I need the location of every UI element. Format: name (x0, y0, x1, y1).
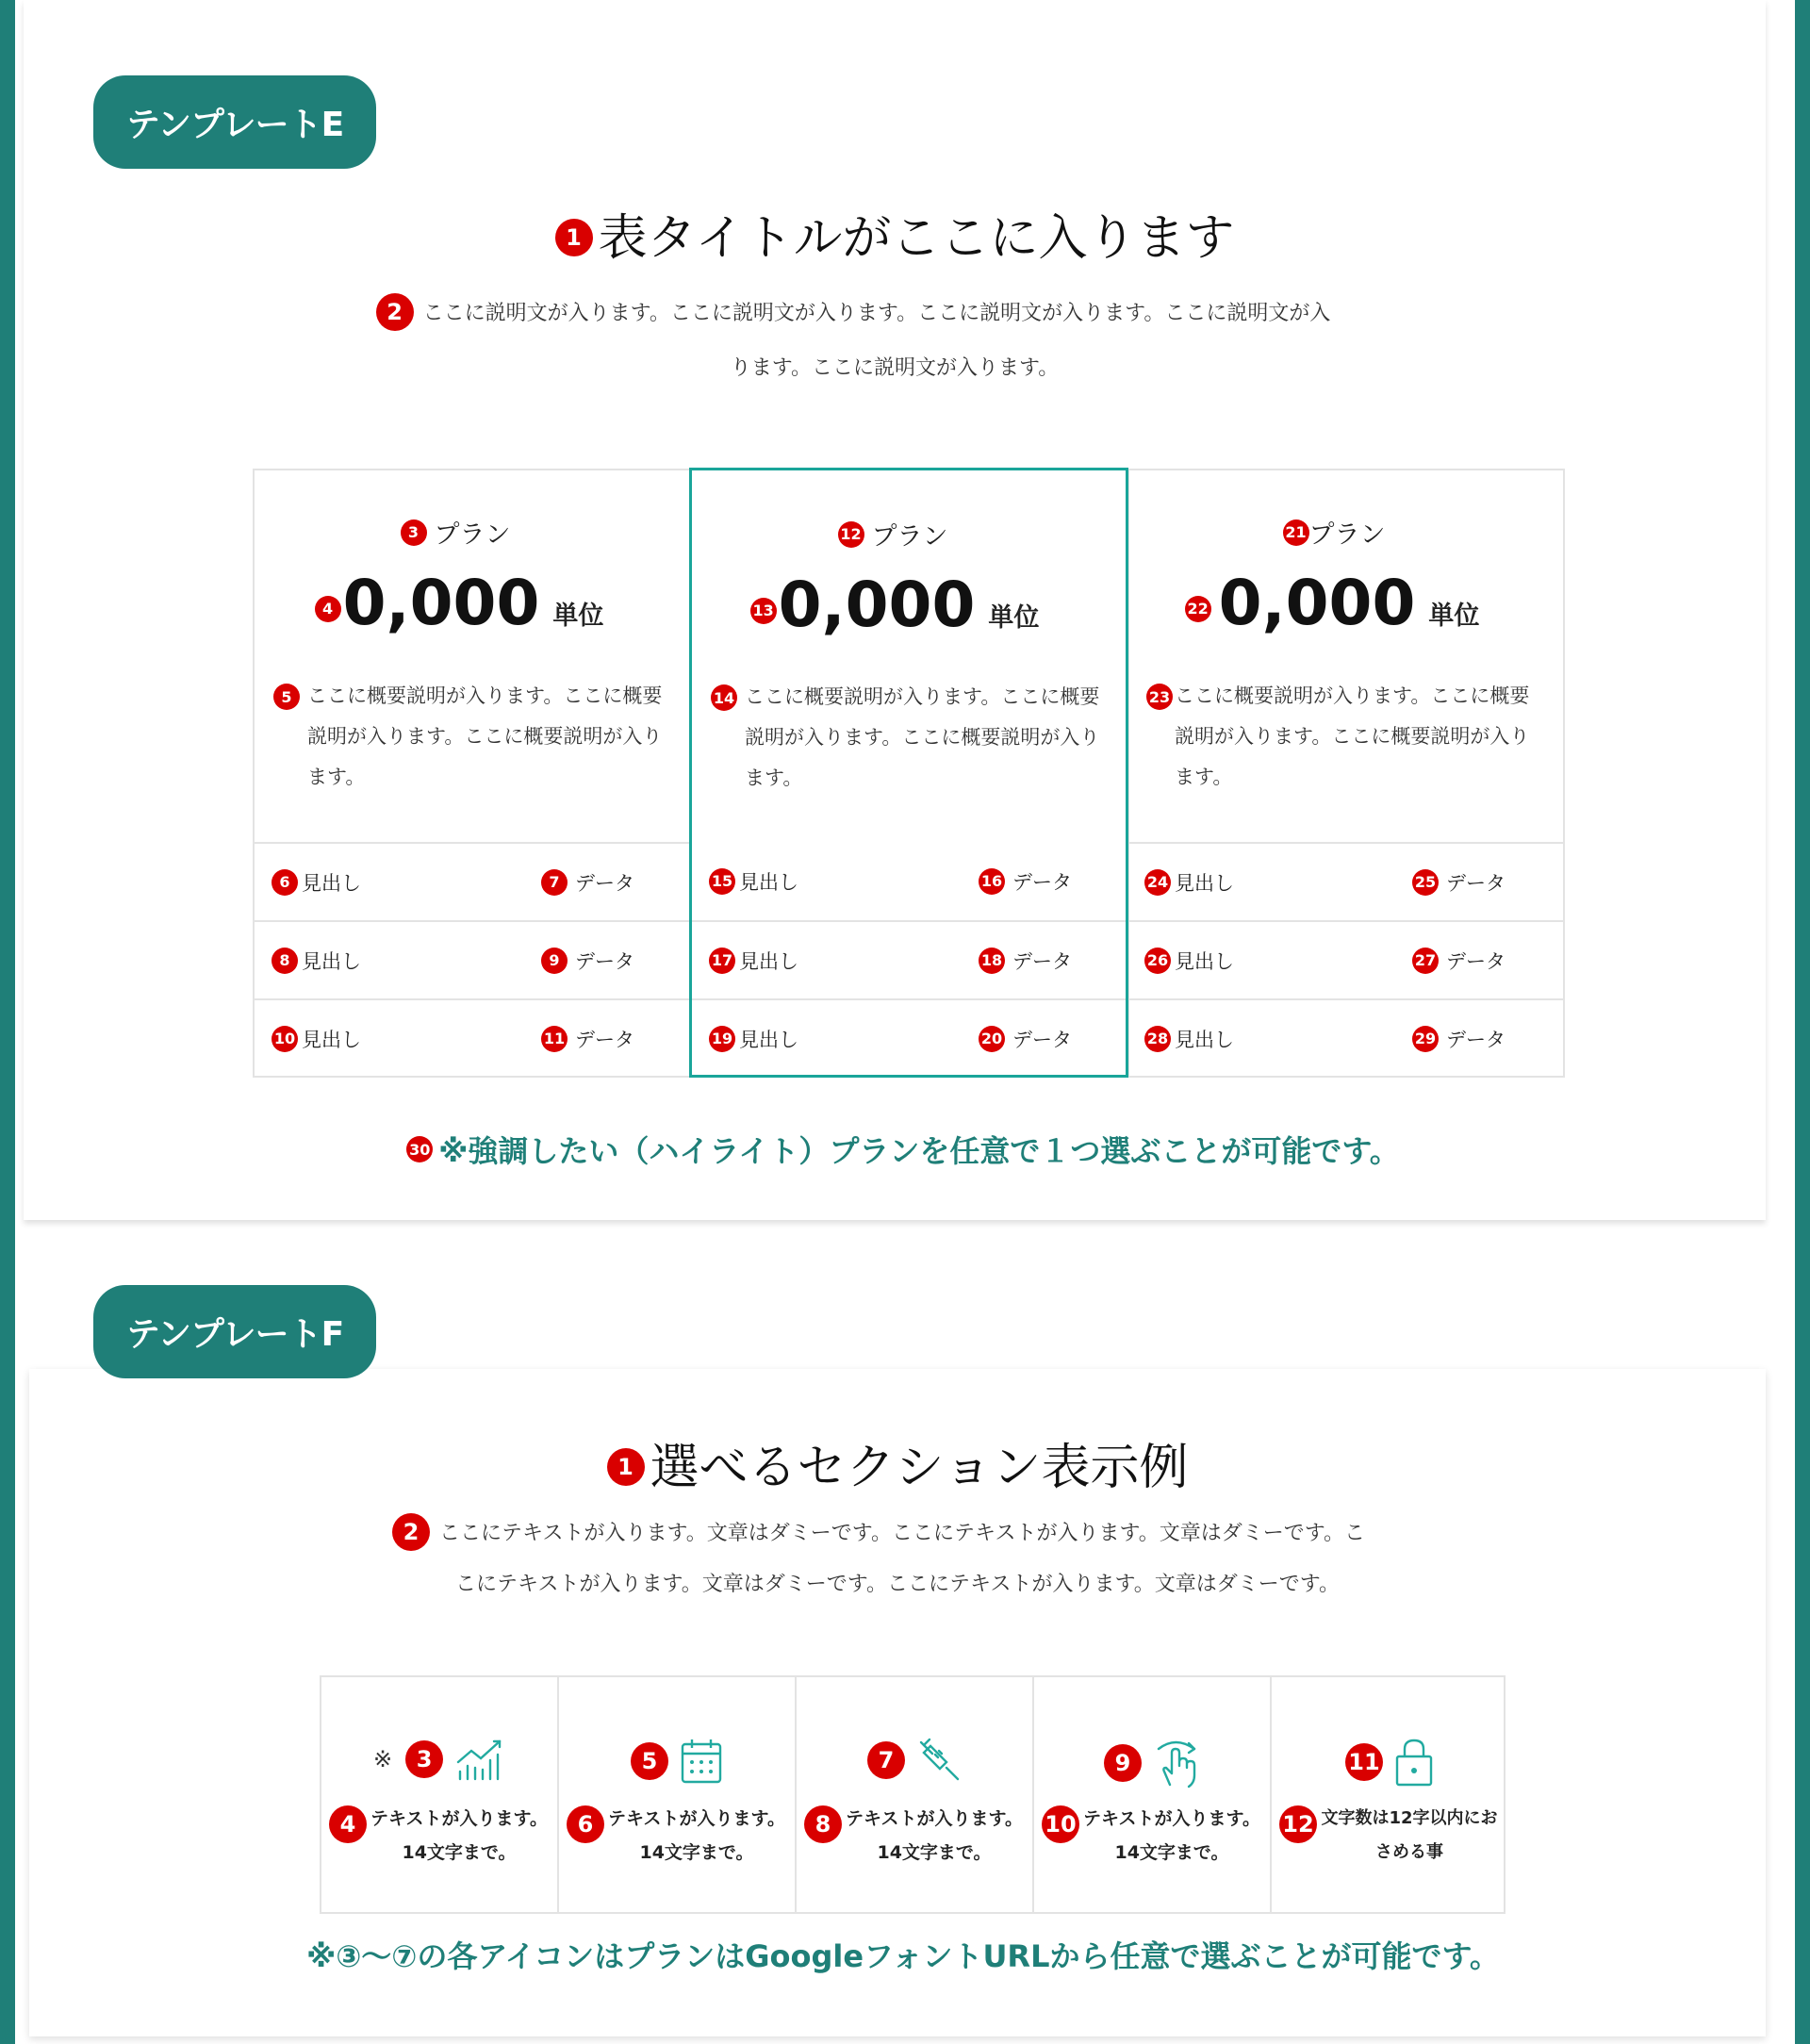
template-e-title (24, 198, 1766, 269)
badge-number: 19 (709, 1026, 735, 1052)
description-line-2: こにテキストが入ります。文章はダミーです。ここにテキストが入ります。文章はダミーです。 (454, 1573, 1341, 1596)
plan-column-3 (1129, 470, 1565, 1076)
plan-price (241, 567, 677, 639)
description-line-1 (0, 287, 1724, 341)
row-data-text: データ (575, 871, 634, 895)
plan-summary (1146, 676, 1542, 798)
badge-number: 29 (1412, 1026, 1439, 1052)
badge-number: 5 (273, 684, 300, 710)
badge-number: 3 (401, 519, 427, 546)
row-heading-text: 見出し (1175, 1028, 1234, 1051)
description-line-2: ります。ここに説明文が入ります。 (730, 356, 1060, 380)
row-data (541, 947, 634, 975)
plan-column-1 (255, 470, 690, 1076)
feature-text (329, 1802, 551, 1870)
badge-number: 15 (709, 868, 735, 895)
row-heading-text: 見出し (302, 1028, 361, 1051)
swipe-hand-icon (1153, 1738, 1200, 1788)
feature-icon-row (1272, 1738, 1507, 1787)
feature-item-5 (1272, 1677, 1507, 1912)
template-e-tab: テンプレートE (93, 75, 376, 169)
price-amount: 0,000 (1218, 567, 1416, 639)
badge-number: 24 (1144, 869, 1171, 896)
feature-icon-row (797, 1738, 1032, 1783)
row-heading-text: 見出し (302, 871, 361, 895)
template-f-title-text: 選べるセクション表示例 (650, 1440, 1189, 1496)
plan-name (1116, 514, 1552, 551)
feature-text (1042, 1802, 1264, 1870)
badge-number: 17 (709, 948, 735, 974)
feature-grid (320, 1675, 1506, 1914)
badge-number: 23 (1146, 684, 1173, 710)
badge-number: 20 (979, 1026, 1005, 1052)
row-heading-text: 見出し (739, 949, 798, 973)
row-data (541, 868, 634, 897)
feature-text-content: テキストが入ります。14文字まで。 (845, 1808, 1024, 1863)
feature-text-content: テキストが入ります。14文字まで。 (370, 1808, 549, 1863)
feature-item-2 (559, 1677, 795, 1912)
price-unit: 単位 (552, 602, 604, 631)
row-data-text: データ (1012, 870, 1072, 894)
row-heading (272, 947, 361, 975)
template-f-title (29, 1427, 1766, 1498)
row-data-text: データ (1446, 1028, 1506, 1051)
price-amount: 0,000 (778, 569, 976, 641)
badge-number: 12 (838, 521, 864, 548)
feature-icon-row (321, 1738, 557, 1781)
badge-number: 7 (867, 1741, 905, 1779)
badge-number: 25 (1412, 869, 1439, 896)
row-data-text: データ (575, 1028, 634, 1051)
price-unit: 単位 (988, 603, 1040, 633)
badge-number: 16 (979, 868, 1005, 895)
template-e-title-text: 表タイトルがここに入ります (598, 210, 1235, 267)
feature-text (567, 1802, 789, 1870)
badge-number: 11 (541, 1026, 568, 1052)
template-e-note-text: ※強調したい（ハイライト）プランを任意で１つ選ぶことが可能です。 (438, 1133, 1400, 1169)
badge-number: 6 (567, 1805, 604, 1843)
table-row (1129, 842, 1565, 920)
badge-number: 22 (1185, 596, 1211, 622)
feature-text-content: テキストが入ります。14文字まで。 (1082, 1808, 1261, 1863)
plan-summary (273, 676, 669, 798)
badge-number: 11 (1345, 1743, 1383, 1781)
price-unit: 単位 (1428, 602, 1480, 631)
badge-number: 1 (607, 1448, 645, 1486)
calendar-icon (680, 1738, 723, 1785)
feature-item-3 (797, 1677, 1032, 1912)
badge-number: 9 (1104, 1744, 1142, 1782)
badge-number: 6 (272, 869, 298, 896)
table-row (1129, 998, 1565, 1077)
plan-name-text: プラン (434, 520, 511, 550)
badge-number: 3 (405, 1740, 443, 1778)
badge-number: 10 (272, 1026, 298, 1052)
row-heading-text: 見出し (1175, 949, 1234, 973)
feature-icon-row (559, 1738, 795, 1785)
feature-item-4 (1034, 1677, 1270, 1912)
plan-summary-text: ここに概要説明が入ります。ここに概要説明が入ります。ここに概要説明が入ります。 (745, 685, 1100, 789)
plan-name (238, 514, 673, 551)
row-heading-text: 見出し (739, 870, 798, 894)
lock-icon (1394, 1738, 1434, 1787)
feature-icon-row (1034, 1738, 1270, 1788)
template-f-description (29, 1508, 1766, 1610)
syringe-icon (916, 1738, 962, 1783)
plan-price (1114, 567, 1550, 639)
plan-name-text: プラン (1308, 520, 1386, 550)
feature-text-content: 文字数は12字以内におさめる事 (1321, 1808, 1498, 1862)
description-line-1-text: ここにテキストが入ります。文章はダミーです。ここにテキストが入ります。文章はダミーです。こ (438, 1522, 1366, 1545)
row-heading-text: 見出し (1175, 871, 1234, 895)
description-line-1 (10, 1508, 1747, 1559)
badge-number: 2 (376, 293, 414, 331)
row-data-text: データ (1012, 949, 1072, 973)
badge-number: 4 (329, 1805, 367, 1843)
template-f-note-text: ※③〜⑦の各アイコンはプランはGoogleフォントURLから任意で選ぶことが可能です。 (306, 1938, 1500, 1974)
badge-number: 7 (541, 869, 568, 896)
badge-number: 18 (979, 948, 1005, 974)
table-row (255, 998, 690, 1077)
asterisk-mark: ※ (372, 1746, 393, 1772)
row-heading (1144, 1025, 1234, 1053)
description-line-1-text: ここに説明文が入ります。ここに説明文が入ります。ここに説明文が入ります。ここに説明文が入 (422, 302, 1331, 325)
badge-number: 8 (272, 948, 298, 974)
row-data-text: データ (1446, 871, 1506, 895)
badge-number: 4 (315, 596, 341, 622)
price-amount: 0,000 (342, 567, 540, 639)
badge-number: 30 (406, 1136, 433, 1162)
template-e-note (32, 1128, 1774, 1171)
row-heading (1144, 868, 1234, 897)
badge-number: 10 (1042, 1805, 1079, 1843)
row-data (1412, 947, 1506, 975)
plan-name-text: プラン (871, 522, 948, 552)
feature-text-content: テキストが入ります。14文字まで。 (607, 1808, 786, 1863)
table-row (255, 842, 690, 920)
row-data-text: データ (1012, 1028, 1072, 1051)
feature-text (1279, 1802, 1502, 1870)
row-heading-text: 見出し (739, 1028, 798, 1051)
badge-number: 14 (711, 684, 737, 711)
page (15, 0, 1795, 2044)
row-data (1412, 1025, 1506, 1053)
badge-number: 9 (541, 948, 568, 974)
feature-item-1 (321, 1677, 557, 1912)
chart-icon (454, 1738, 505, 1781)
badge-number: 28 (1144, 1026, 1171, 1052)
badge-number: 12 (1279, 1805, 1317, 1843)
badge-number: 21 (1283, 519, 1309, 546)
badge-number: 2 (392, 1513, 430, 1551)
plan-summary-text: ここに概要説明が入ります。ここに概要説明が入ります。ここに概要説明が入ります。 (307, 684, 663, 788)
badge-number: 8 (804, 1805, 842, 1843)
row-heading-text: 見出し (302, 949, 361, 973)
row-heading (272, 868, 361, 897)
row-heading (272, 1025, 361, 1053)
template-e-description (24, 287, 1766, 396)
row-data (1412, 868, 1506, 897)
badge-number: 27 (1412, 948, 1439, 974)
template-f-note (32, 1933, 1774, 1976)
badge-number: 1 (555, 219, 593, 256)
row-data (541, 1025, 634, 1053)
badge-number: 13 (750, 598, 777, 624)
template-f-tab: テンプレートF (93, 1285, 376, 1378)
table-row (1129, 920, 1565, 998)
row-heading (1144, 947, 1234, 975)
badge-number: 26 (1144, 948, 1171, 974)
table-row (255, 920, 690, 998)
row-data-text: データ (575, 949, 634, 973)
feature-text (804, 1802, 1027, 1870)
plan-summary-text: ここに概要説明が入ります。ここに概要説明が入ります。ここに概要説明が入ります。 (1175, 684, 1530, 788)
badge-number: 5 (631, 1742, 668, 1780)
highlighted-plan-border (689, 468, 1128, 1078)
row-data-text: データ (1446, 949, 1506, 973)
